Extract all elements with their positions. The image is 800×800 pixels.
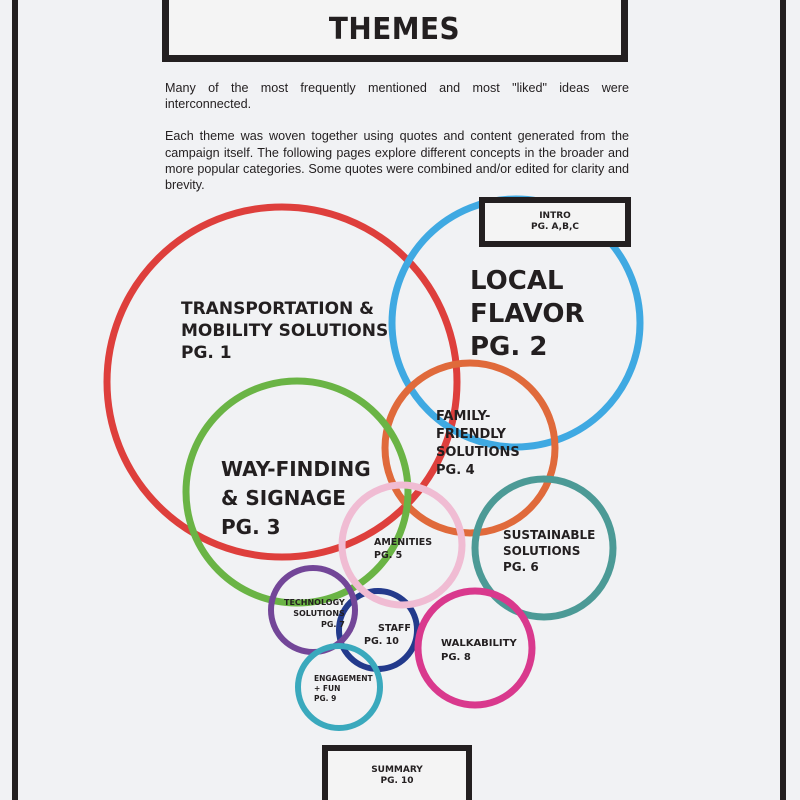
transportation-page: PG. 1: [181, 343, 232, 363]
local-flavor-label[interactable]: [470, 265, 584, 364]
transportation-label[interactable]: [181, 298, 388, 364]
sustainable-line-2: SOLUTIONS: [503, 544, 581, 558]
local-flavor-page: PG. 2: [470, 332, 548, 362]
intro-box[interactable]: [479, 197, 631, 247]
engagement-line-2: + FUN: [314, 684, 341, 693]
transportation-line-2: MOBILITY SOLUTIONS: [181, 321, 389, 341]
family-line-2: FRIENDLY: [436, 427, 506, 442]
technology-line-2: SOLUTIONS: [293, 609, 345, 618]
transportation-line-1: TRANSPORTATION &: [181, 299, 375, 319]
intro-paragraph-1: Many of the most frequently mentioned and most "liked" ideas were interconnected.: [165, 81, 629, 112]
intro-box-label: INTRO: [539, 211, 571, 221]
staff-line-1: STAFF: [378, 623, 411, 634]
local-flavor-line-1: LOCAL: [470, 266, 564, 296]
amenities-line-1: AMENITIES: [374, 537, 433, 548]
family-page: PG. 4: [436, 463, 475, 478]
wayfinding-page: PG. 3: [221, 515, 281, 539]
technology-page: PG. 7: [320, 620, 345, 629]
sustainable-page: PG. 6: [503, 560, 539, 574]
engagement-label[interactable]: [314, 674, 373, 704]
walkability-label[interactable]: [441, 637, 517, 665]
walkability-page: PG. 8: [441, 652, 471, 663]
page-title: THEMES: [329, 12, 461, 47]
technology-line-1: TECHNOLOGY: [284, 598, 345, 607]
engagement-line-1: ENGAGEMENT: [314, 674, 373, 683]
wayfinding-line-1: WAY-FINDING: [221, 457, 371, 481]
summary-box-page: PG. 10: [380, 775, 414, 786]
staff-page: PG. 10: [364, 636, 399, 647]
staff-label[interactable]: [364, 622, 411, 648]
family-line-3: SOLUTIONS: [436, 445, 520, 460]
technology-label[interactable]: [284, 597, 345, 630]
intro-box-page: PG. A,B,C: [531, 222, 579, 232]
family-line-1: FAMILY-: [436, 409, 491, 424]
amenities-page: PG. 5: [374, 550, 403, 561]
local-flavor-line-2: FLAVOR: [470, 299, 585, 329]
sustainable-label[interactable]: [503, 527, 595, 575]
summary-box-label: SUMMARY: [371, 764, 423, 775]
sustainable-line-1: SUSTAINABLE: [503, 528, 596, 542]
walkability-line-1: WALKABILITY: [441, 638, 517, 649]
amenities-label[interactable]: [374, 536, 432, 562]
engagement-page: PG. 9: [314, 694, 337, 703]
wayfinding-line-2: & SIGNAGE: [221, 486, 346, 510]
summary-box[interactable]: [322, 745, 472, 800]
wayfinding-label[interactable]: [221, 455, 371, 542]
family-friendly-label[interactable]: [436, 408, 520, 480]
intro-paragraph-2: Each theme was woven together using quotes and content generated from the campaign itself. The following pages explore different concepts in the broader and more popular categories. Some quotes were combined and/or edited for clarity and brevity.: [165, 129, 629, 193]
